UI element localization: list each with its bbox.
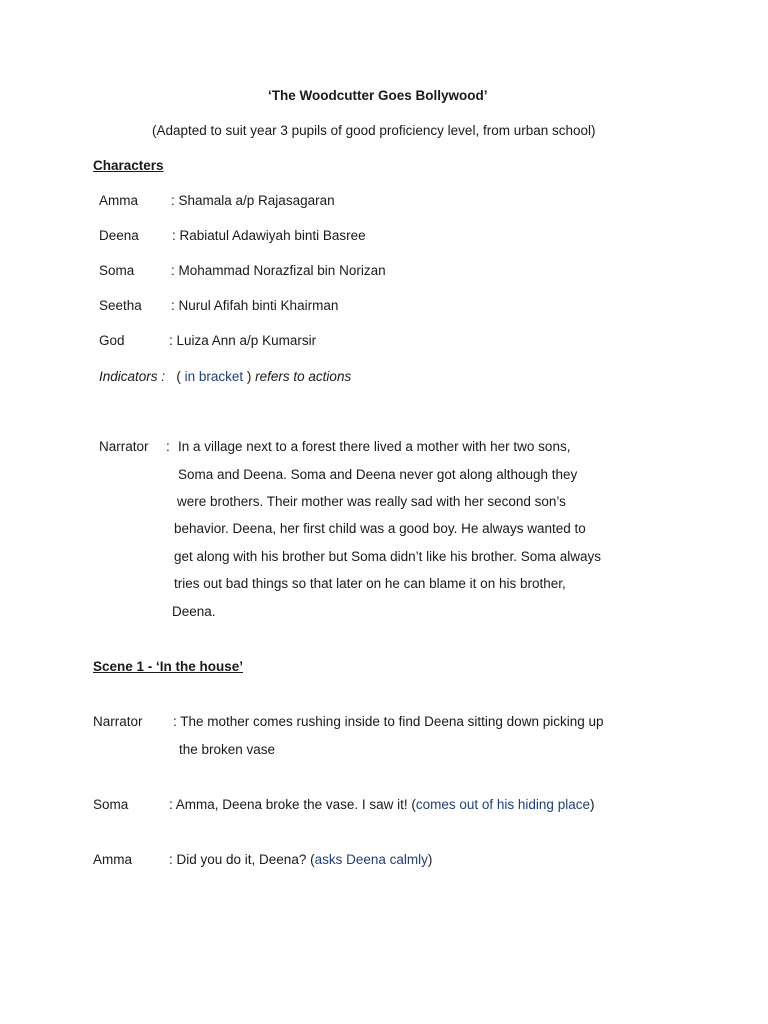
indicators-line [99,369,351,384]
character-role: Seetha [99,298,142,313]
narration-line: tries out bad things so that later on he can blame it on his brother, [174,576,566,591]
soma-speaker: Soma [93,797,129,812]
narration-line: were brothers. Their mother was really sad with her second son’s [177,494,566,509]
soma-action: comes out of his hiding place [415,797,590,812]
amma-dialogue: : Did you do it, Deena? ( [169,852,315,867]
narration-line: behavior. Deena, her first child was a good boy. He always wanted to [174,521,586,536]
soma-dialogue: : Amma, Deena broke the vase. I saw it! ( [169,797,416,812]
narration-line: get along with his brother but Soma didn’t like his brother. Soma always [174,549,601,564]
amma-line [169,852,432,867]
scene-narrator-line: : The mother comes rushing inside to find Deena sitting down picking up [173,714,604,729]
soma-close-paren: ) [589,797,595,812]
narration-line: In a village next to a forest there lived a mother with her two sons, [178,439,571,454]
indicators-close-paren: ) [246,369,252,384]
character-name: : Nurul Afifah binti Khairman [171,298,339,313]
character-name: : Mohammad Norazfizal bin Norizan [171,263,386,278]
scene-narrator-speaker: Narrator [93,714,143,729]
characters-heading: Characters [93,158,164,173]
narration-speaker: Narrator [99,439,149,454]
indicators-colon: : [161,369,166,384]
character-role: Soma [99,263,135,278]
page-subtitle: (Adapted to suit year 3 pupils of good proficiency level, from urban school) [152,123,596,138]
indicators-description: refers to actions [255,369,352,384]
character-role: Amma [99,193,139,208]
amma-close-paren: ) [427,852,433,867]
narration-line: Soma and Deena. Soma and Deena never got along although they [178,467,578,482]
character-role: Deena [99,228,139,243]
character-name: : Luiza Ann a/p Kumarsir [169,333,317,348]
indicators-label: Indicators [99,369,158,384]
character-role: God [99,333,125,348]
indicators-bracket-text: in bracket [184,369,244,384]
character-name: : Shamala a/p Rajasagaran [171,193,335,208]
soma-line [169,797,594,812]
amma-action: asks Deena calmly [314,852,428,867]
page-title: ‘The Woodcutter Goes Bollywood’ [268,88,488,103]
narration-line: Deena. [172,604,216,619]
scene-1-heading: Scene 1 - ‘In the house’ [93,659,244,674]
narration-colon: : [166,439,170,454]
indicators-open-paren: ( [176,369,181,384]
character-name: : Rabiatul Adawiyah binti Basree [172,228,366,243]
scene-narrator-line: the broken vase [179,742,276,757]
amma-speaker: Amma [93,852,133,867]
